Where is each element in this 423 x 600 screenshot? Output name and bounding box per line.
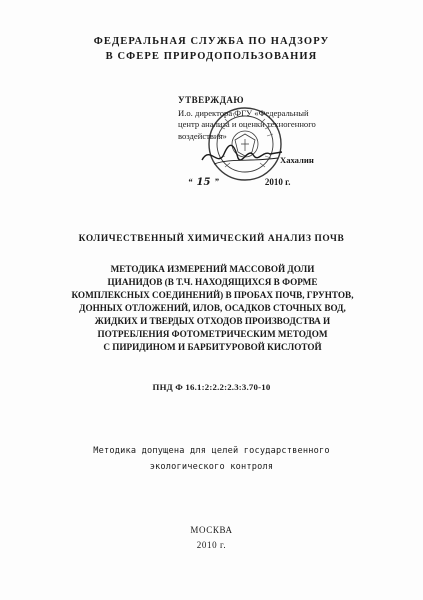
approval-title: УТВЕРЖДАЮ xyxy=(178,95,245,105)
method-title xyxy=(50,263,375,354)
admission-note xyxy=(0,443,423,475)
method-title-line: С ПИРИДИНОМ И БАРБИТУРОВОЙ КИСЛОТОЙ xyxy=(103,342,322,352)
approval-date-quote-close: ” xyxy=(214,177,219,187)
document-code: ПНД Ф 16.1:2:2.2:2.3:3.70-10 xyxy=(152,382,271,392)
admission-note-line2: экологического контроля xyxy=(149,462,274,472)
approval-date xyxy=(188,177,291,189)
approval-date-year: 2010 г. xyxy=(264,177,291,187)
approval-position-line3: воздействия» xyxy=(178,130,227,141)
approval-date-day: 15 xyxy=(196,177,211,188)
admission-note-line1: Методика допущена для целей государственного xyxy=(93,446,330,456)
handwritten-signature xyxy=(200,140,285,170)
method-title-line: КОМПЛЕКСНЫХ СОЕДИНЕНИЙ) В ПРОБАХ ПОЧВ, ГРУНТОВ, xyxy=(71,290,354,300)
approval-signatory: Хахалин xyxy=(280,155,314,165)
method-title-line: ДОННЫХ ОТЛОЖЕНИЙ, ИЛОВ, ОСАДКОВ СТОЧНЫХ ВОД, xyxy=(79,303,346,313)
method-title-line: ЖИДКИХ И ТВЕРДЫХ ОТХОДОВ ПРОИЗВОДСТВА И xyxy=(94,316,331,326)
publication-year: 2010 г. xyxy=(196,540,227,550)
method-title-line: МЕТОДИКА ИЗМЕРЕНИЙ МАССОВОЙ ДОЛИ xyxy=(110,264,315,274)
publication-place xyxy=(0,523,423,553)
publication-city: МОСКВА xyxy=(190,525,233,535)
approval-position-line2: центр анализа и оценки техногенного xyxy=(178,119,316,129)
approval-position-line1: И.о. директора ФГУ «Федеральный xyxy=(178,107,309,118)
approval-block xyxy=(178,95,403,188)
document-title: КОЛИЧЕСТВЕННЫЙ ХИМИЧЕСКИЙ АНАЛИЗ ПОЧВ xyxy=(78,234,345,244)
agency-name-line1: ФЕДЕРАЛЬНАЯ СЛУЖБА ПО НАДЗОРУ xyxy=(93,36,330,47)
method-title-line: ЦИАНИДОВ (В Т.Ч. НАХОДЯЩИХСЯ В ФОРМЕ xyxy=(107,277,318,287)
method-title-line: ПОТРЕБЛЕНИЯ ФОТОМЕТРИЧЕСКИМ МЕТОДОМ xyxy=(97,329,328,339)
agency-name-line2: В СФЕРЕ ПРИРОДОПОЛЬЗОВАНИЯ xyxy=(105,51,318,62)
approval-date-quote-open: “ xyxy=(188,177,193,187)
